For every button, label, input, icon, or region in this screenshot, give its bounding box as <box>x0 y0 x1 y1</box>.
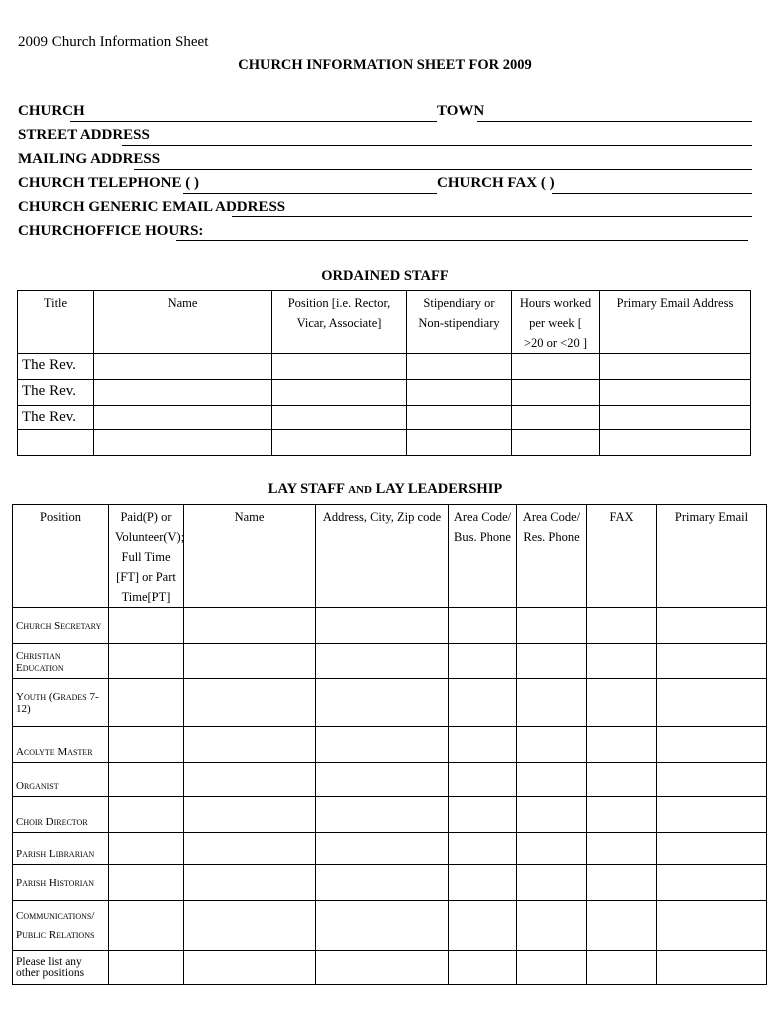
lay-staff-heading-and: AND <box>348 484 372 496</box>
position-label: Acolyte Master <box>13 727 109 763</box>
position-label: Church Secretary <box>13 608 109 644</box>
table-row <box>13 608 767 644</box>
column-header: Position <box>13 505 109 608</box>
lay-staff-heading <box>0 481 770 498</box>
lay-staff-heading-part: LAY LEADERSHIP <box>375 481 503 497</box>
column-header: Title <box>18 291 94 354</box>
table-row <box>13 727 767 763</box>
document-title: 2009 Church Information Sheet <box>18 34 209 50</box>
table-row <box>13 679 767 727</box>
row-title: The Rev. <box>18 380 94 406</box>
church-email-input-line[interactable] <box>232 216 752 217</box>
street-address-input-line[interactable] <box>122 145 752 146</box>
lay-staff-table <box>12 504 767 985</box>
church-label: CHURCH <box>18 103 85 119</box>
table-row <box>13 901 767 951</box>
position-label: Communications/ Public Relations <box>13 901 109 951</box>
column-header: Position [i.e. Rector, Vicar, Associate] <box>272 291 407 354</box>
position-label: Christian Education <box>13 644 109 679</box>
church-telephone-label: CHURCH TELEPHONE ( ) <box>18 175 199 191</box>
church-input-line[interactable] <box>70 121 437 122</box>
table-row <box>18 406 751 430</box>
table-row <box>13 644 767 679</box>
column-header: Paid(P) or Volunteer(V); Full Time [FT] or Part Time[PT] <box>109 505 184 608</box>
church-fax-label: CHURCH FAX ( ) <box>437 175 555 191</box>
office-hours-input-line[interactable] <box>176 240 748 241</box>
page-heading: CHURCH INFORMATION SHEET FOR 2009 <box>238 57 532 73</box>
mailing-address-input-line[interactable] <box>134 169 752 170</box>
table-row <box>13 763 767 797</box>
position-label: Youth (Grades 7-12) <box>13 679 109 727</box>
table-row <box>18 380 751 406</box>
column-header: Name <box>184 505 316 608</box>
row-title: The Rev. <box>18 406 94 430</box>
table-row <box>13 833 767 865</box>
church-fax-input-line[interactable] <box>552 193 752 194</box>
column-header: Address, City, Zip code <box>316 505 449 608</box>
table-header-row <box>18 291 751 354</box>
column-header: Stipendiary or Non-stipendiary <box>407 291 512 354</box>
town-label: TOWN <box>437 103 485 119</box>
ordained-staff-table <box>17 290 751 456</box>
column-header: Area Code/ Bus. Phone <box>449 505 517 608</box>
position-label: Parish Historian <box>13 865 109 901</box>
position-label: Parish Librarian <box>13 833 109 865</box>
church-telephone-input-line[interactable] <box>183 193 437 194</box>
column-header: FAX <box>587 505 657 608</box>
position-label[interactable]: Please list any other positions <box>13 951 109 985</box>
lay-staff-heading-part: LAY STAFF <box>267 481 345 497</box>
row-title: The Rev. <box>18 354 94 380</box>
table-row <box>13 951 767 985</box>
mailing-address-label: MAILING ADDRESS <box>18 151 161 167</box>
church-email-label: CHURCH GENERIC EMAIL ADDRESS <box>18 199 286 215</box>
column-header: Hours worked per week [ >20 or <20 ] <box>512 291 600 354</box>
row-title[interactable] <box>18 430 94 456</box>
table-header-row <box>13 505 767 608</box>
town-input-line[interactable] <box>477 121 752 122</box>
table-row <box>13 797 767 833</box>
table-row <box>18 430 751 456</box>
street-address-label: STREET ADDRESS <box>18 127 150 143</box>
column-header: Name <box>94 291 272 354</box>
column-header: Primary Email Address <box>600 291 751 354</box>
column-header: Area Code/ Res. Phone <box>517 505 587 608</box>
ordained-staff-heading: ORDAINED STAFF <box>321 268 449 284</box>
office-hours-label: CHURCHOFFICE HOURS: <box>18 223 204 239</box>
table-row <box>13 865 767 901</box>
position-label: Organist <box>13 763 109 797</box>
table-row <box>18 354 751 380</box>
position-label: Choir Director <box>13 797 109 833</box>
column-header: Primary Email <box>657 505 767 608</box>
